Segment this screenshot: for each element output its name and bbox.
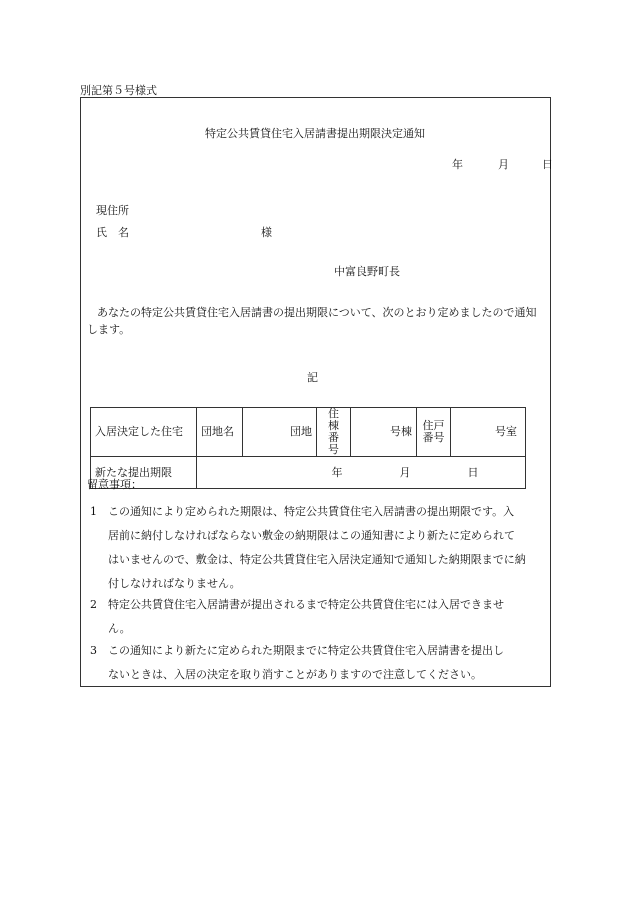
date-month-label: 月 xyxy=(498,158,509,171)
table-row xyxy=(91,457,526,489)
deadline-year-label: 年 xyxy=(331,465,343,479)
new-deadline-label: 新たな提出期限 xyxy=(91,457,197,489)
building-number-label xyxy=(317,408,351,457)
building-suffix: 号棟 xyxy=(351,408,417,457)
note-item-2 xyxy=(90,593,545,641)
name-label: 氏 名 xyxy=(96,226,129,239)
note-line: この通知により新たに定められた期限までに特定公共賃貸住宅入居請書を提出し xyxy=(108,644,504,657)
unit-suffix: 号室 xyxy=(451,408,526,457)
record-mark: 記 xyxy=(307,371,318,384)
note-line: 付しなければなりません。 xyxy=(108,577,241,590)
issue-date xyxy=(452,156,553,172)
building-number-label-line2: 番 号 xyxy=(328,431,339,456)
note-item-3 xyxy=(90,639,545,687)
date-day-label: 日 xyxy=(542,158,553,171)
building-number-label-line1: 住 棟 xyxy=(328,407,339,432)
unit-number-label xyxy=(417,408,451,457)
note-line: この通知により定められた期限は、特定公共賃貸住宅入居請書の提出期限です。入 xyxy=(108,505,515,518)
note-number: 3 xyxy=(90,644,97,657)
note-line: ないときは、入居の決定を取り消すことがありますので注意してください。 xyxy=(108,668,482,681)
body-text: あなたの特定公共賃貸住宅入居請書の提出期限について、次のとおり定めましたので通知します。 xyxy=(87,306,537,336)
unit-number-label-line2: 番号 xyxy=(422,431,445,444)
decided-housing-label: 入居決定した住宅 xyxy=(91,408,197,457)
address-label: 現住所 xyxy=(96,204,129,217)
deadline-day-label: 日 xyxy=(467,465,479,479)
unit-number-label-line1: 住戸 xyxy=(422,419,445,432)
note-line: 居前に納付しなければならない敷金の納期限はこの通知書により新たに定められて xyxy=(108,529,515,542)
new-deadline-value xyxy=(197,457,526,489)
note-line: 特定公共賃貸住宅入居請書が提出されるまで特定公共賃貸住宅には入居できませ xyxy=(108,598,504,611)
housing-info-table xyxy=(90,407,526,489)
table-row xyxy=(91,408,526,457)
note-line: はいませんので、敷金は、特定公共賃貸住宅入居決定通知で通知した納期限までに納 xyxy=(108,553,526,566)
note-line: ん。 xyxy=(108,622,131,635)
note-item-1 xyxy=(90,500,545,596)
name-honorific: 様 xyxy=(261,226,272,239)
note-number: 1 xyxy=(90,505,97,518)
complex-name-label: 団地名 xyxy=(197,408,243,457)
form-number: 別記第５号様式 xyxy=(80,84,157,97)
document-title: 特定公共賃貸住宅入居請書提出期限決定通知 xyxy=(205,127,425,140)
note-number: 2 xyxy=(90,598,97,611)
date-year-label: 年 xyxy=(452,158,463,171)
deadline-month-label: 月 xyxy=(399,465,411,479)
complex-suffix: 団地 xyxy=(243,408,317,457)
issuer-name: 中富良野町長 xyxy=(334,265,400,278)
notes-heading: 留意事項： xyxy=(87,478,142,491)
